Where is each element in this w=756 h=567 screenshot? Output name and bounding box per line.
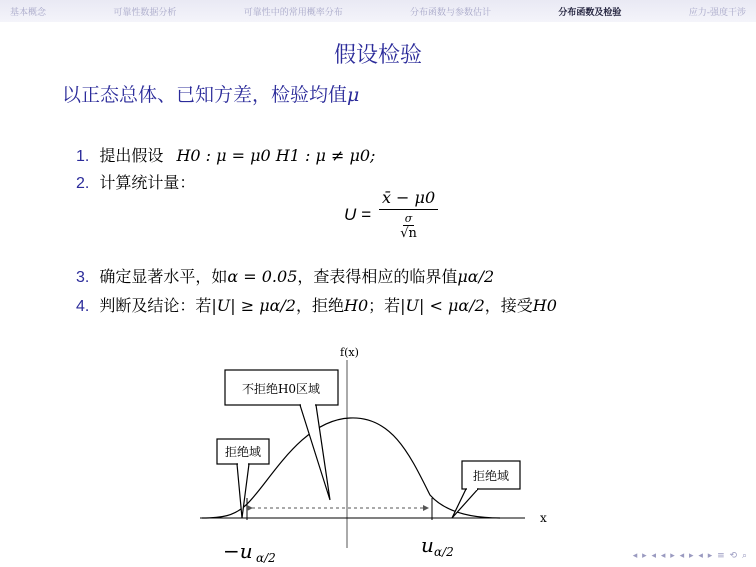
beamer-navigation-controls[interactable]: ◂ ▸ ◂ ◂ ▸ ◂ ▸ ◂ ▸ ≡ ⟲ ⌕ — [632, 551, 748, 561]
upper-critical-label: u — [421, 533, 434, 557]
h0-math: H0 — [344, 296, 369, 315]
nav-item-distribution-testing[interactable]: 分布函数及检验 — [558, 7, 622, 18]
callout-accept-pointer — [300, 405, 330, 500]
nav-item-distribution-estimation[interactable]: 分布函数与参数估计 — [410, 7, 492, 18]
nav-item-stress-strength[interactable]: 应力-强度干涉 — [688, 7, 746, 18]
formula-sigma: σ — [404, 212, 413, 225]
list-item-text-2: ，查表得相应的临界值 — [297, 267, 458, 286]
list-item-text: 计算统计量： — [99, 173, 196, 192]
list-item-text-4: ，接受 — [484, 296, 533, 315]
formula-numerator: x̄ − μ0 — [379, 188, 438, 210]
callout-right-pointer — [452, 489, 478, 518]
formula-sqrt-n: √n — [400, 226, 417, 241]
lower-critical-label: −u — [223, 539, 253, 563]
x-axis-label: x — [540, 511, 547, 525]
nav-item-basic-concepts[interactable]: 基本概念 — [10, 7, 47, 18]
list-item-number: 4. — [76, 298, 90, 315]
critical-value-math: μα/2 — [457, 267, 495, 286]
list-item-text-2: ，拒绝 — [295, 296, 344, 315]
slide-title: 假设检验 — [333, 43, 422, 68]
list-item-text: 提出假设 — [99, 146, 164, 165]
accept-condition-math: |U| < μα/2 — [400, 296, 485, 315]
callout-right-label: 拒绝域 — [472, 469, 510, 483]
upper-critical-subscript: α/2 — [434, 545, 454, 559]
hypothesis-math: H0 : μ = μ0 H1 : μ ≠ μ0; — [176, 146, 376, 165]
list-item-text: 确定显著水平，如 — [99, 267, 228, 286]
reject-condition-math: |U| ≥ μα/2 — [211, 296, 296, 315]
list-item-number: 1. — [76, 148, 90, 165]
subtitle-math: μ — [347, 84, 360, 106]
subtitle-text: 以正态总体、已知方差，检验均值 — [62, 84, 348, 106]
callout-accept-label: 不拒绝H0区域 — [241, 382, 321, 396]
list-item-number: 2. — [76, 175, 90, 192]
nav-item-common-distributions[interactable]: 可靠性中的常用概率分布 — [243, 7, 343, 18]
list-item-text: 判断及结论：若 — [99, 296, 212, 315]
alpha-math: α = 0.05 — [227, 267, 298, 286]
lower-critical-subscript: α/2 — [256, 551, 276, 565]
h0-math-2: H0 — [532, 296, 557, 315]
list-item-text-3: ；若 — [368, 296, 401, 315]
formula-lhs: U = — [344, 204, 371, 224]
y-axis-label: f(x) — [340, 346, 359, 359]
nav-item-reliability-data-analysis[interactable]: 可靠性数据分析 — [113, 7, 177, 18]
callout-left-label: 拒绝域 — [224, 445, 262, 459]
list-item-number: 3. — [76, 269, 90, 286]
